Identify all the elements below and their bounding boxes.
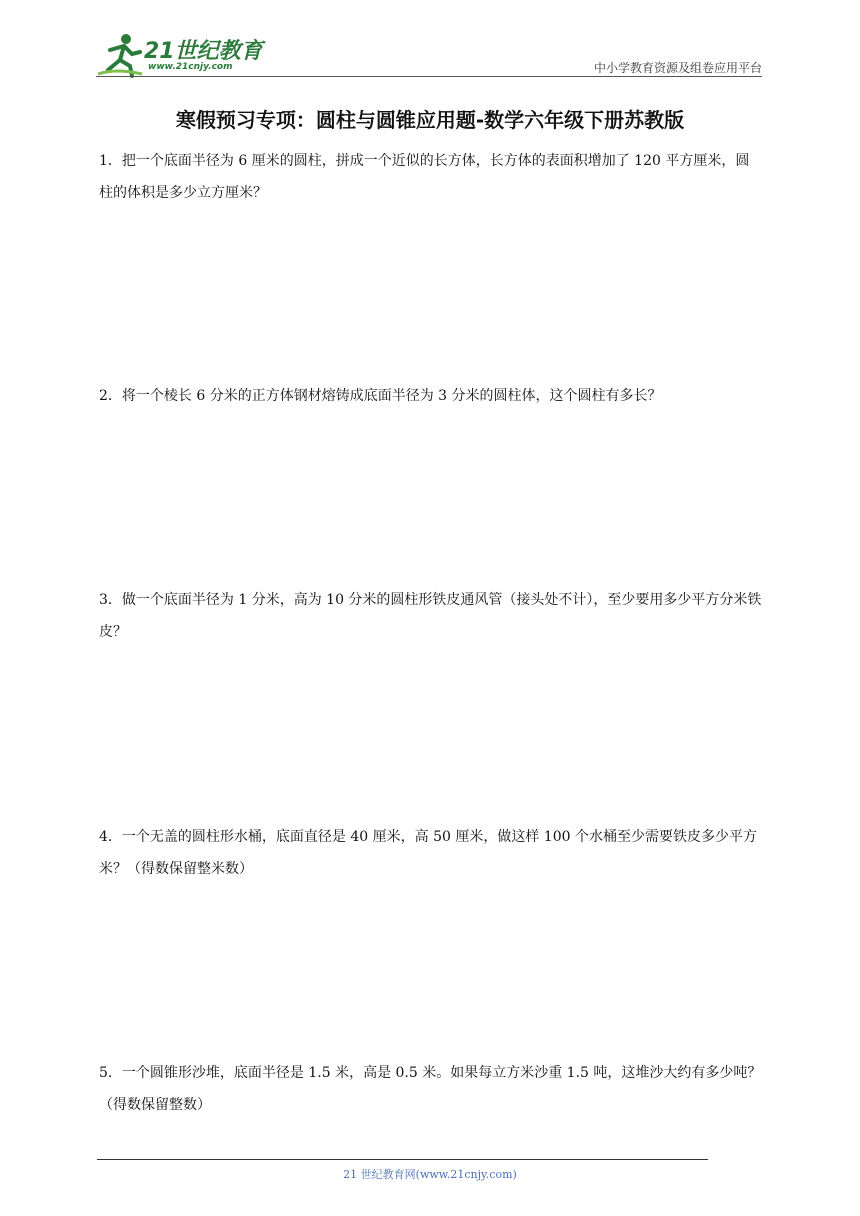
- logo-url: www.21cnjy.com: [148, 62, 233, 72]
- question-2: 2．将一个棱长 6 分米的正方体钢材熔铸成底面半径为 3 分米的圆柱体，这个圆柱有多长？: [99, 388, 662, 404]
- page-title: 寒假预习专项：圆柱与圆锥应用题-数学六年级下册苏教版: [175, 108, 685, 132]
- runner-logo-icon: [96, 30, 144, 78]
- question-3: 3．做一个底面半径为 1 分米，高为 10 分米的圆柱形铁皮通风管（接头处不计），至少要用多少平方分米铁皮？: [99, 592, 762, 640]
- platform-label: 中小学教育资源及组卷应用平台: [593, 61, 762, 75]
- footer-divider: [97, 1159, 708, 1160]
- footer-link[interactable]: 21 世纪教育网(www.21cnjy.com): [343, 1168, 517, 1181]
- logo: [96, 30, 266, 78]
- page-header: [96, 30, 762, 80]
- question-1: 1．把一个底面半径为 6 厘米的圆柱，拼成一个近似的长方体，长方体的表面积增加了 120 平方厘米，圆柱的体积是多少立方厘米？: [99, 153, 750, 201]
- question-4: 4．一个无盖的圆柱形水桶，底面直径是 40 厘米，高 50 厘米，做这样 100 个水桶至少需要铁皮多少平方米？（得数保留整米数）: [99, 829, 757, 877]
- logo-text: 21世纪教育: [144, 39, 263, 64]
- question-5: 5．一个圆锥形沙堆，底面半径是 1.5 米，高是 0.5 米。如果每立方米沙重 1.5 吨，这堆沙大约有多少吨？（得数保留整数）: [99, 1065, 762, 1113]
- header-divider: [96, 76, 762, 77]
